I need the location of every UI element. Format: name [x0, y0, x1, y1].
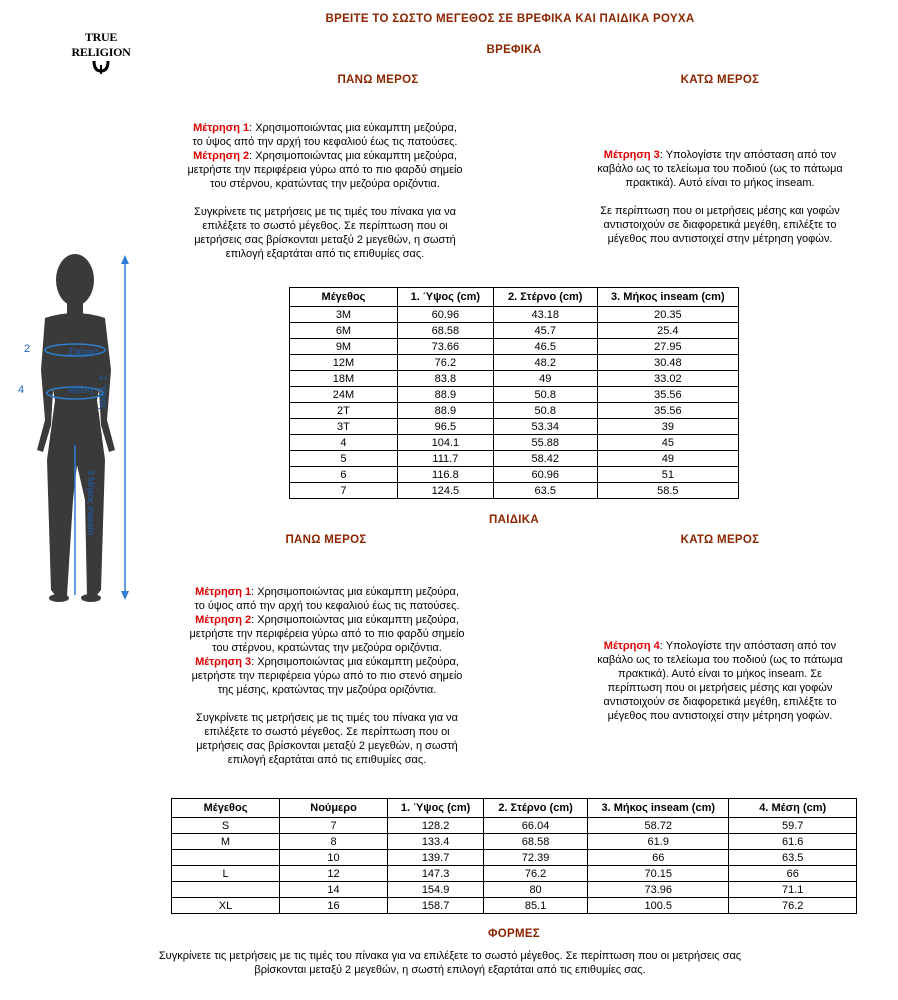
chest-number: 2 [24, 343, 31, 355]
kids-table-col-header: Νούμερο [280, 799, 388, 818]
kids-bottom-instructions: Μέτρηση 4: Υπολογίστε την απόσταση από τον καβάλο ως το τελείωμα του ποδιού (ως το πάτωμα πρακτικά). Αυτό είναι το μήκος inseam. Σε περίπτωση που οι μετρήσεις μέσης και γοφών αντιστοιχούν σε διαφορετικά μεγέθη, επιλέξτε το μέγεθος που αντιστοιχεί στην μέτρηση γοφών. [597, 640, 843, 722]
infant-table-cell: 49 [493, 371, 597, 387]
infant-table-row [290, 467, 739, 483]
infant-table-row [290, 435, 739, 451]
infant-bottom-instructions: Μέτρηση 3: Υπολογίστε την απόσταση από τον καβάλο ως το τελείωμα του ποδιού (ως το πάτωμα πρακτικά). Αυτό είναι το μήκος inseam. Σε περίπτωση που οι μετρήσεις μέσης και γοφών αντιστοιχούν σε διαφορετικά μεγέθη, επιλέξτε το μέγεθος που αντιστοιχεί στην μέτρηση γοφών. [597, 149, 843, 245]
infant-table-cell: 35.56 [597, 387, 738, 403]
kids-table-header [172, 799, 857, 818]
kids-table-cell: 66 [588, 850, 729, 866]
kids-table-cell: 85.1 [484, 898, 588, 914]
kids-table-cell: 70.15 [588, 866, 729, 882]
infant-table-cell: 12M [290, 355, 398, 371]
kids-table-cell: 128.2 [388, 818, 484, 834]
infant-table-header [290, 288, 739, 307]
infant-table-cell: 2T [290, 403, 398, 419]
infant-size-table [289, 287, 739, 499]
kids-table-cell: 61.9 [588, 834, 729, 850]
infant-table-row [290, 371, 739, 387]
infant-table-col-header: 1. Ύψος (cm) [397, 288, 493, 307]
infant-table-col-header: 3. Μήκος inseam (cm) [597, 288, 738, 307]
horseshoe-logo-icon [91, 60, 111, 74]
kids-table-cell: 10 [280, 850, 388, 866]
kids-table-cell: 71.1 [729, 882, 857, 898]
infant-table-cell: 73.66 [397, 339, 493, 355]
infant-table-cell: 60.96 [493, 467, 597, 483]
infant-table-cell: 25.4 [597, 323, 738, 339]
kids-table-cell: 58.72 [588, 818, 729, 834]
kids-table-row [172, 818, 857, 834]
kids-table-cell: 14 [280, 882, 388, 898]
kids-table-row [172, 850, 857, 866]
brand-logo [66, 30, 136, 74]
infant-table-cell: 124.5 [397, 483, 493, 499]
kids-table-col-header: 1. Ύψος (cm) [388, 799, 484, 818]
kids-table-cell: 12 [280, 866, 388, 882]
page-title: ΒΡΕΙΤΕ ΤΟ ΣΩΣΤΟ ΜΕΓΕΘΟΣ ΣΕ ΒΡΕΦΙΚΑ ΚΑΙ ΠΑΙΔΙΚΑ ΡΟΥΧΑ [325, 13, 695, 25]
infant-table-row [290, 451, 739, 467]
infant-table-cell: 35.56 [597, 403, 738, 419]
inseam-label: 3 Μήκος inseam [86, 470, 96, 536]
waist-label: Μέση [68, 385, 93, 396]
infant-table-cell: 3M [290, 307, 398, 323]
infant-table-cell: 50.8 [493, 403, 597, 419]
kids-table-cell: 68.58 [484, 834, 588, 850]
infant-table-cell: 33.02 [597, 371, 738, 387]
infant-table-row [290, 419, 739, 435]
infant-table-cell: 48.2 [493, 355, 597, 371]
kids-table-cell: 72.39 [484, 850, 588, 866]
infant-bottom-heading: ΚΑΤΩ ΜΕΡΟΣ [680, 74, 760, 86]
infant-table-cell: 45 [597, 435, 738, 451]
infant-table-cell: 96.5 [397, 419, 493, 435]
infant-table-cell: 6M [290, 323, 398, 339]
infant-table-cell: 43.18 [493, 307, 597, 323]
infant-table-cell: 83.8 [397, 371, 493, 387]
kids-table-cell: 154.9 [388, 882, 484, 898]
chest-label: Στέρνο [68, 347, 99, 358]
kids-top-instructions: Μέτρηση 1: Χρησιμοποιώντας μια εύκαμπτη μεζούρα, το ύψος από την αρχή του κεφαλιού έως τις πατούσες. Μέτρηση 2: Χρησιμοποιώντας μια εύκαμπτη μεζούρα, μετρήστε την περιφέρεια γύρω από το πιο φαρδύ σημείο του στέρνου, κρατώντας την μεζούρα οριζόντια. Μέτρηση 3: Χρησιμοποιώντας μια εύκαμπτη μεζούρα, μετρήστε την περιφέρεια γύρω από το πιο στενό σημείο της μέσης, κρατώντας την μεζούρα οριζόντια. Συγκρίνετε τις μετρήσεις με τις τιμές του πίνακα για να επιλέξετε το σωστό μέγεθος. Σε περίπτωση που οι μετρήσεις σας βρίσκονται μεταξύ 2 μεγεθών, η σωστή επιλογή εξαρτάται από τις επιθυμίες σας. [189, 586, 465, 766]
infant-table-cell: 20.35 [597, 307, 738, 323]
infant-table-row [290, 387, 739, 403]
infant-heading: ΒΡΕΦΙΚΑ [486, 44, 542, 56]
kids-table-cell [172, 850, 280, 866]
infant-table-col-header: 2. Στέρνο (cm) [493, 288, 597, 307]
infant-table-cell: 18M [290, 371, 398, 387]
infant-table-cell: 4 [290, 435, 398, 451]
kids-table-col-header: 4. Μέση (cm) [729, 799, 857, 818]
infant-table-cell: 46.5 [493, 339, 597, 355]
kids-table-row [172, 866, 857, 882]
kids-table-cell: 139.7 [388, 850, 484, 866]
infant-table-cell: 104.1 [397, 435, 493, 451]
kids-table-cell: 61.6 [729, 834, 857, 850]
infant-table-row [290, 403, 739, 419]
forms-text: Συγκρίνετε τις μετρήσεις με τις τιμές του πίνακα για να επιλέξετε το σωστό μέγεθος. Σε περίπτωση που οι μετρήσεις σας βρίσκονται μεταξύ 2 μεγεθών, η σωστή επιλογή εξαρτάται από τις επιθυμίες σας. [158, 950, 742, 976]
kids-table-row [172, 834, 857, 850]
forms-heading: ΦΟΡΜΕΣ [487, 928, 540, 940]
brand-name: TRUE RELIGION [71, 30, 131, 59]
kids-table-row [172, 898, 857, 914]
infant-table-cell: 88.9 [397, 387, 493, 403]
infant-table-cell: 50.8 [493, 387, 597, 403]
height-label: 1 Ύψος [97, 375, 108, 410]
infant-top-heading: ΠΑΝΩ ΜΕΡΟΣ [337, 74, 419, 86]
kids-table-col-header: 3. Μήκος inseam (cm) [588, 799, 729, 818]
kids-table-cell: M [172, 834, 280, 850]
kids-size-table [171, 798, 857, 914]
kids-table-col-header: 2. Στέρνο (cm) [484, 799, 588, 818]
kids-table-row [172, 882, 857, 898]
infant-table-row [290, 339, 739, 355]
silhouette [37, 254, 115, 602]
kids-table-cell: 59.7 [729, 818, 857, 834]
kids-table-cell: 66 [729, 866, 857, 882]
infant-table-cell: 45.7 [493, 323, 597, 339]
kids-heading: ΠΑΙΔΙΚΑ [489, 514, 539, 526]
infant-table-cell: 51 [597, 467, 738, 483]
infant-table-cell: 68.58 [397, 323, 493, 339]
infant-table-cell: 76.2 [397, 355, 493, 371]
kids-table-col-header: Μέγεθος [172, 799, 280, 818]
infant-table-cell: 5 [290, 451, 398, 467]
infant-table-cell: 55.88 [493, 435, 597, 451]
kids-table-cell [172, 882, 280, 898]
kids-table-cell: S [172, 818, 280, 834]
infant-table-cell: 111.7 [397, 451, 493, 467]
kids-table-cell: L [172, 866, 280, 882]
infant-table-cell: 49 [597, 451, 738, 467]
infant-table-cell: 3T [290, 419, 398, 435]
infant-table-row [290, 323, 739, 339]
kids-table-cell: 133.4 [388, 834, 484, 850]
infant-table-cell: 116.8 [397, 467, 493, 483]
infant-table-row [290, 355, 739, 371]
infant-table-cell: 6 [290, 467, 398, 483]
infant-table-cell: 63.5 [493, 483, 597, 499]
infant-table-cell: 88.9 [397, 403, 493, 419]
infant-table-cell: 7 [290, 483, 398, 499]
kids-table-cell: 16 [280, 898, 388, 914]
kids-table-cell: 100.5 [588, 898, 729, 914]
body-measurement-figure [15, 250, 155, 610]
kids-table-cell: 8 [280, 834, 388, 850]
infant-table-cell: 9M [290, 339, 398, 355]
kids-table-cell: 76.2 [729, 898, 857, 914]
infant-table-cell: 60.96 [397, 307, 493, 323]
kids-table-cell: 76.2 [484, 866, 588, 882]
infant-table-cell: 30.48 [597, 355, 738, 371]
infant-table-row [290, 307, 739, 323]
kids-table-cell: 63.5 [729, 850, 857, 866]
kids-table-cell: 73.96 [588, 882, 729, 898]
infant-top-instructions: Μέτρηση 1: Χρησιμοποιώντας μια εύκαμπτη μεζούρα, το ύψος από την αρχή του κεφαλιού έως τις πατούσες. Μέτρηση 2: Χρησιμοποιώντας μια εύκαμπτη μεζούρα, μετρήστε την περιφέρεια γύρω από το πιο φαρδύ σημείο του στέρνου, κρατώντας την μεζούρα οριζόντια. Συγκρίνετε τις μετρήσεις με τις τιμές του πίνακα για να επιλέξετε το σωστό μέγεθος. Σε περίπτωση που οι μετρήσεις σας βρίσκονται μεταξύ 2 μεγεθών, η σωστή επιλογή εξαρτάται από τις επιθυμίες σας. [187, 122, 463, 260]
kids-table-cell: 147.3 [388, 866, 484, 882]
infant-table-cell: 24M [290, 387, 398, 403]
infant-table-cell: 27.95 [597, 339, 738, 355]
infant-table-cell: 53.34 [493, 419, 597, 435]
kids-table-cell: XL [172, 898, 280, 914]
kids-top-heading: ΠΑΝΩ ΜΕΡΟΣ [285, 534, 367, 546]
kids-table-cell: 158.7 [388, 898, 484, 914]
infant-table-cell: 39 [597, 419, 738, 435]
kids-bottom-heading: ΚΑΤΩ ΜΕΡΟΣ [680, 534, 760, 546]
infant-table-row [290, 483, 739, 499]
kids-table-cell: 80 [484, 882, 588, 898]
infant-table-col-header: Μέγεθος [290, 288, 398, 307]
kids-table-cell: 7 [280, 818, 388, 834]
infant-table-cell: 58.5 [597, 483, 738, 499]
infant-table-cell: 58.42 [493, 451, 597, 467]
waist-number: 4 [18, 384, 25, 396]
kids-table-cell: 66.04 [484, 818, 588, 834]
